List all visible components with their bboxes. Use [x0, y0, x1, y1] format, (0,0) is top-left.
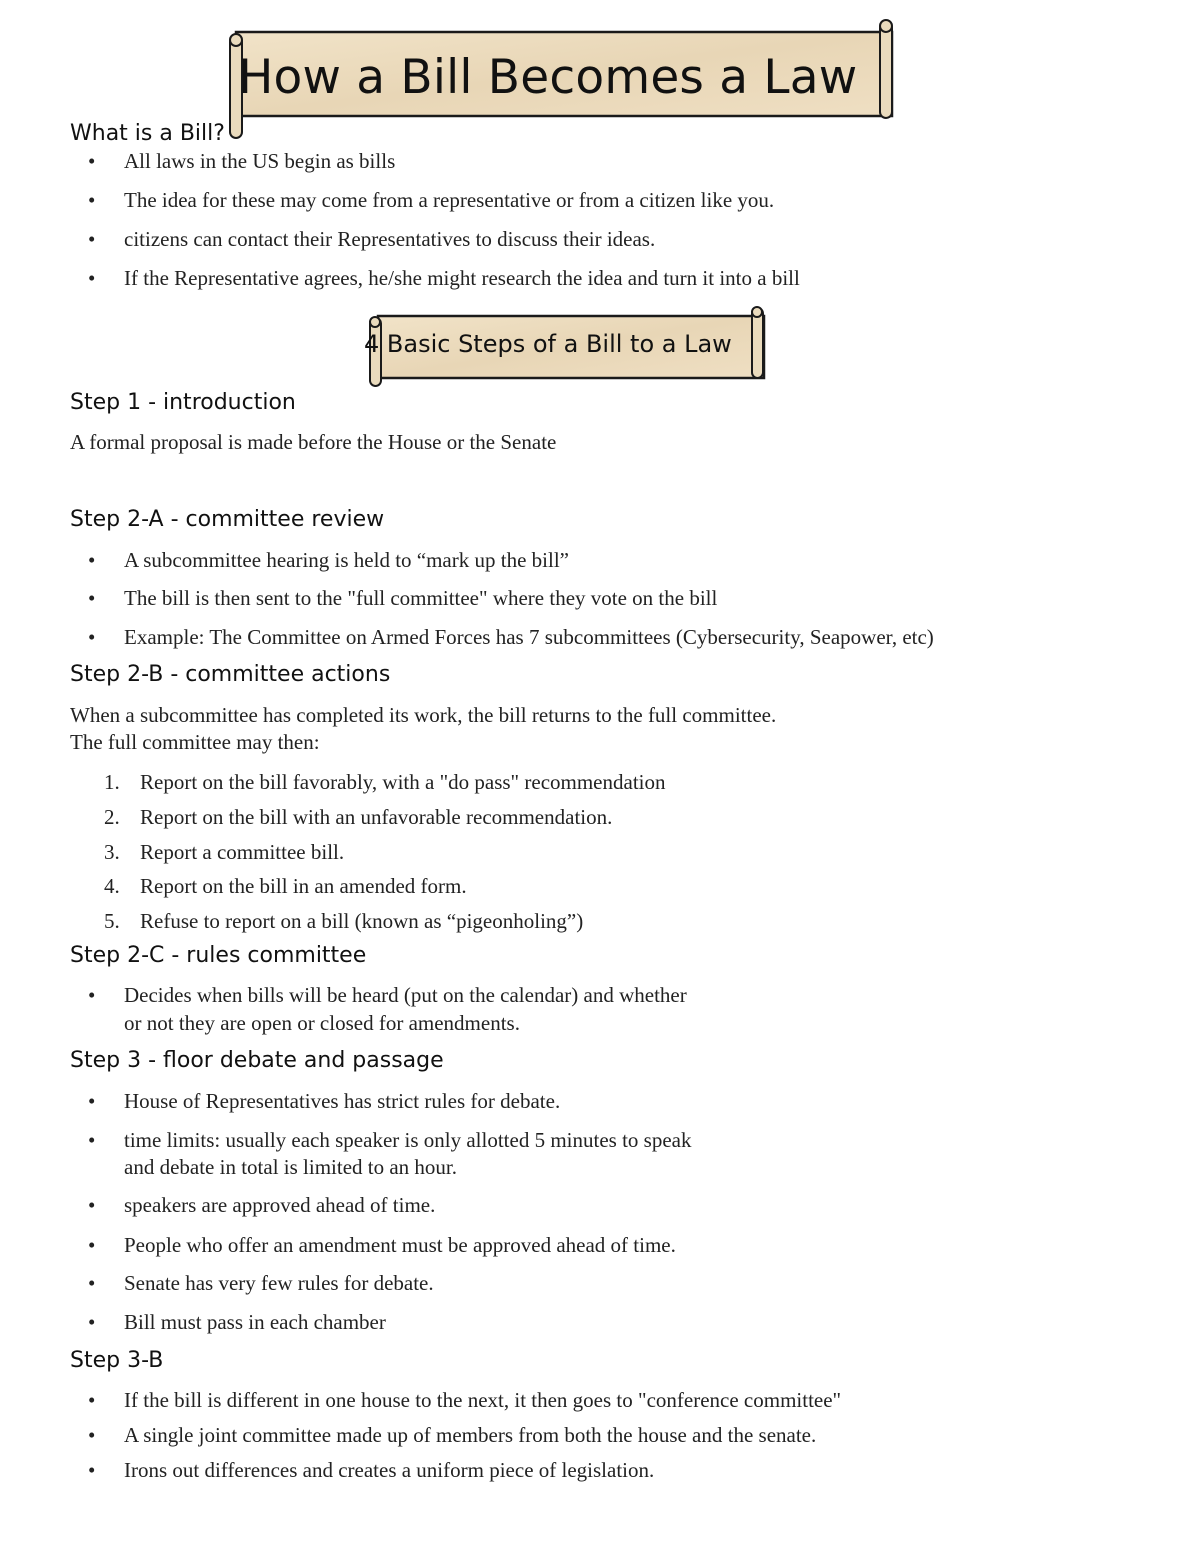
bullet: •	[88, 548, 96, 572]
step2b-heading: Step 2-B - committee actions	[70, 662, 391, 687]
step3b-heading: Step 3-B	[70, 1348, 164, 1373]
step2b-intro-line1: When a subcommittee has completed its work, the bill returns to the full committee.	[70, 703, 777, 727]
subtitle-scroll-banner	[364, 302, 784, 392]
bullet: •	[88, 625, 96, 649]
bullet: •	[88, 227, 96, 251]
page-title: How a Bill Becomes a Law	[238, 50, 858, 105]
bullet: •	[88, 1089, 96, 1113]
title-scroll-banner	[226, 16, 906, 128]
bullet: •	[88, 1310, 96, 1334]
what-is-a-bill-heading: What is a Bill?	[70, 121, 225, 146]
bullet: •	[88, 1458, 96, 1482]
step1-text: A formal proposal is made before the House or the Senate	[70, 430, 557, 454]
bullet: •	[88, 1193, 96, 1217]
bullet: •	[88, 586, 96, 610]
bullet: •	[88, 149, 96, 173]
bullet: •	[88, 1128, 96, 1152]
bullet: •	[88, 188, 96, 212]
bullet: •	[88, 983, 96, 1007]
bullet: •	[88, 1271, 96, 1295]
step2b-intro-line2: The full committee may then:	[70, 730, 320, 754]
step2c-heading: Step 2-C - rules committee	[70, 943, 367, 968]
step1-heading: Step 1 - introduction	[70, 390, 296, 415]
bullet: •	[88, 1233, 96, 1257]
step3-heading: Step 3 - floor debate and passage	[70, 1048, 444, 1073]
bullet: •	[88, 266, 96, 290]
step2a-heading: Step 2-A - committee review	[70, 507, 385, 532]
bullet: •	[88, 1423, 96, 1447]
bullet: •	[88, 1388, 96, 1412]
section-subtitle: 4 Basic Steps of a Bill to a Law	[364, 330, 732, 358]
